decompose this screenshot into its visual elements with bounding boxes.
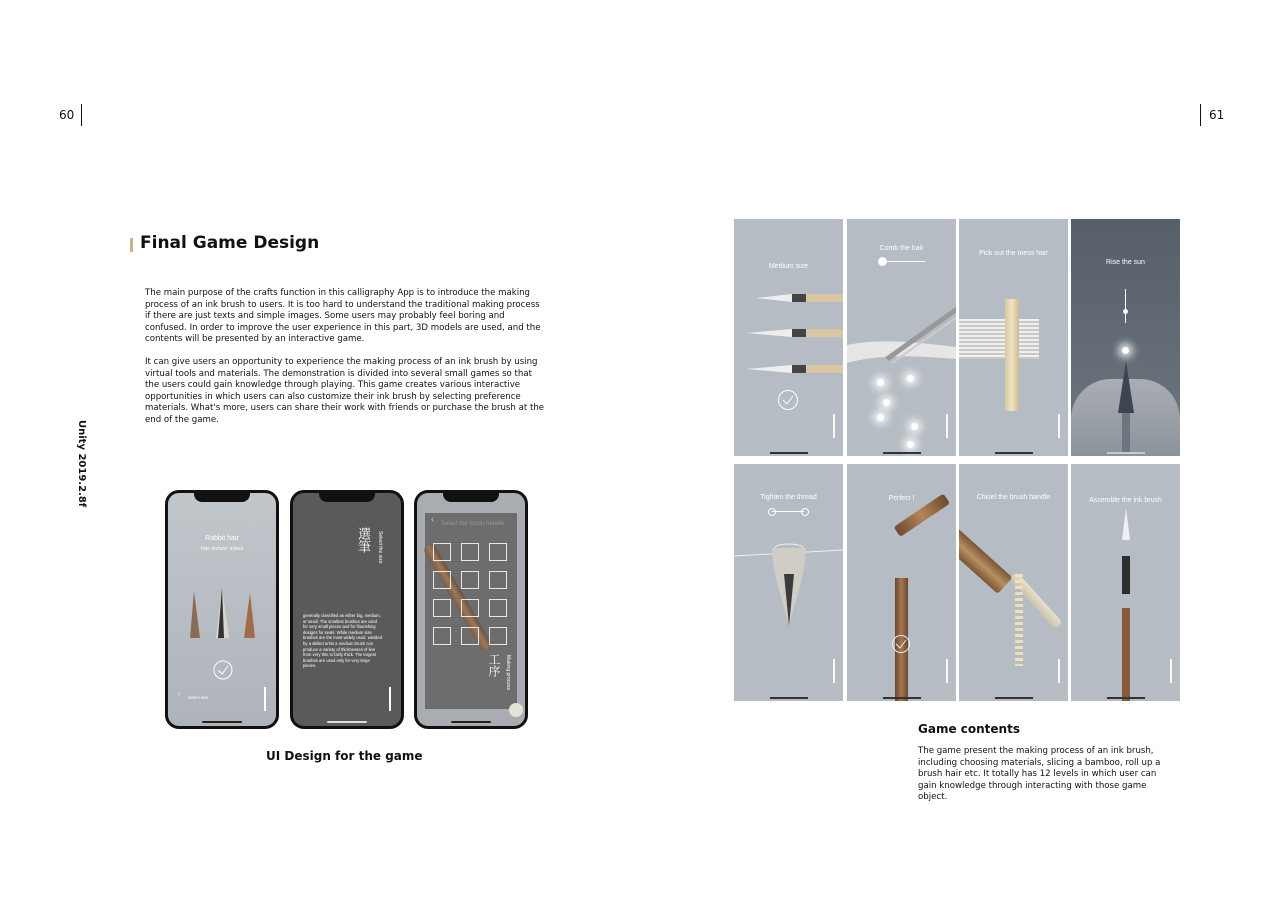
check-icon[interactable]: [777, 389, 799, 411]
page-number-right: 61: [1209, 108, 1225, 122]
sparkle: [877, 414, 884, 421]
brush-head-thread: [734, 534, 843, 634]
home-indicator: [770, 452, 808, 454]
slider-knob[interactable]: [878, 257, 887, 266]
grid-cell[interactable]: [433, 571, 451, 589]
panel-rise-the-sun: [1071, 219, 1180, 456]
home-indicator: [202, 721, 242, 723]
heading-accent: [130, 238, 133, 252]
panel-label: Assemble the ink brush: [1089, 497, 1162, 504]
home-indicator: [1107, 452, 1145, 454]
select-size-link[interactable]: Select size: [188, 695, 209, 700]
sparkle: [883, 399, 890, 406]
scroll-indicator: [833, 659, 835, 683]
panel-medium-size: [734, 219, 843, 456]
panel-label: Pick out the mess hair: [979, 250, 1048, 257]
grid-cell[interactable]: [433, 543, 451, 561]
page-divider-left: [81, 104, 82, 126]
bamboo-handle: [959, 524, 1012, 594]
panel-perfect: [847, 464, 956, 701]
phone-rabbit-hair: [165, 490, 279, 729]
panel-pick-out-hair: [959, 219, 1068, 456]
grid-cell[interactable]: [461, 627, 479, 645]
home-indicator: [451, 721, 491, 723]
phone-select-size: [290, 490, 404, 729]
sparkle: [907, 441, 914, 448]
slider-track[interactable]: [881, 261, 925, 262]
phone-subtitle: Hair texture: mixed: [201, 546, 243, 552]
scroll-indicator: [1170, 659, 1172, 683]
panel-label: Perfect !: [888, 495, 915, 502]
panel-comb-hair: [847, 219, 956, 456]
scroll-indicator: [389, 687, 391, 711]
grid-cell[interactable]: [461, 543, 479, 561]
scroll-indicator: [1058, 659, 1060, 683]
phone-notch: [319, 493, 375, 502]
sparkle: [877, 379, 884, 386]
material-grid[interactable]: [433, 543, 513, 643]
panel-label: Rise the sun: [1106, 259, 1145, 266]
phone-making-process: [414, 490, 528, 729]
scroll-indicator: [264, 687, 266, 711]
tweezers: [1005, 299, 1019, 411]
slider-knob[interactable]: [768, 508, 776, 516]
comb-illustration: [847, 299, 956, 379]
sparkle: [911, 423, 918, 430]
scroll-indicator: [946, 414, 948, 438]
chinese-title: 選筆: [355, 527, 370, 553]
grid-cell[interactable]: [489, 627, 507, 645]
check-icon[interactable]: [212, 659, 234, 681]
vertical-label: Making process: [505, 655, 511, 691]
ink-brush-rising: [1116, 361, 1136, 453]
panel-label: Tighten the thread: [760, 494, 817, 501]
vertical-label: Select the size: [377, 531, 383, 564]
chinese-title: 工序: [487, 653, 501, 677]
wood-shavings: [1015, 574, 1023, 666]
page-divider-right: [1200, 104, 1201, 126]
paragraph-1: The main purpose of the crafts function in this calligraphy App is to introduce the making process of an ink brush to users. It is too hard to understand the traditional making process if there are just texts and simple images. Some users may probably feel boring and confused. In order to improve the user experience in this part, 3D models are used, and the contents will be presented by an interactive game.: [145, 288, 541, 345]
panel-assemble-brush: [1071, 464, 1180, 701]
slider-knob[interactable]: [801, 508, 809, 516]
ui-design-caption: UI Design for the game: [266, 749, 423, 763]
scroll-indicator: [1058, 414, 1060, 438]
grid-cell[interactable]: [489, 599, 507, 617]
home-indicator: [883, 697, 921, 699]
game-contents-description: The game present the making process of an ink brush, including choosing materials, slicing a bamboo, roll up a brush hair etc. It totally has 12 levels in which user can gain knowledge through interacting with those game object.: [918, 746, 1161, 803]
brushes-illustration: [734, 289, 843, 379]
page-number-left: 60: [59, 108, 75, 122]
grid-cell[interactable]: [461, 599, 479, 617]
grid-cell[interactable]: [489, 543, 507, 561]
sparkle: [907, 375, 914, 382]
page-title: Final Game Design: [140, 233, 320, 253]
back-chevron-icon[interactable]: ‹: [178, 691, 181, 698]
slider-knob[interactable]: [1123, 309, 1128, 314]
phone-title: Rabbit hair: [205, 535, 239, 542]
vertical-slider[interactable]: [1125, 289, 1126, 323]
panel-tighten-thread: [734, 464, 843, 701]
paragraph-2: It can give users an opportunity to experience the making process of an ink brush by using virtual tools and materials. The demonstration is divided into several small games so that the users could gain knowledge through playing. This game creates various interactive opportunities in which users can also customize their ink brush by selecting preference materials. What's more, users can share their work with friends or purchase the brush at the end of the game.: [145, 356, 545, 425]
size-description: generally classified as either big, medium, or small. The smallest brushes are used for very small pieces and for flourishing designs for seals. While medium size brushes are the most widely used. wielded by a skilled artist a medium brush can produce a variety of thicknesses of line from very thin to fairly thick. The largest brushes are used only for very large pieces.: [303, 613, 382, 669]
panel-label: Comb the hair: [879, 245, 924, 252]
scroll-indicator: [946, 659, 948, 683]
panel-label: Medium size: [768, 263, 809, 270]
back-chevron-icon[interactable]: ‹: [431, 514, 434, 524]
check-icon[interactable]: [891, 634, 911, 654]
panel-chisel-handle: [959, 464, 1068, 701]
home-indicator: [1107, 697, 1145, 699]
grid-cell[interactable]: [433, 599, 451, 617]
hair-bundle: [959, 319, 1039, 359]
side-label: Unity 2019.2.8f: [76, 420, 87, 508]
phone-notch: [194, 493, 250, 502]
scroll-indicator: [833, 414, 835, 438]
home-indicator: [995, 697, 1033, 699]
grid-cell[interactable]: [461, 571, 479, 589]
handle-header: Select the brush handle: [441, 521, 505, 527]
brush-tip-corner: [509, 703, 523, 717]
assembled-brush: [1119, 508, 1133, 701]
panel-label: Chisel the brush handle: [976, 494, 1051, 501]
home-indicator: [770, 697, 808, 699]
home-indicator: [995, 452, 1033, 454]
home-indicator: [883, 452, 921, 454]
grid-cell[interactable]: [489, 571, 507, 589]
slider-track[interactable]: [772, 511, 804, 512]
intro-text: [145, 288, 547, 438]
grid-cell[interactable]: [433, 627, 451, 645]
home-indicator: [327, 721, 367, 723]
phone-notch: [443, 493, 499, 502]
sun-glow: [1122, 347, 1129, 354]
brush-tips-illustration: [182, 583, 262, 643]
game-contents-caption: Game contents: [918, 722, 1020, 736]
